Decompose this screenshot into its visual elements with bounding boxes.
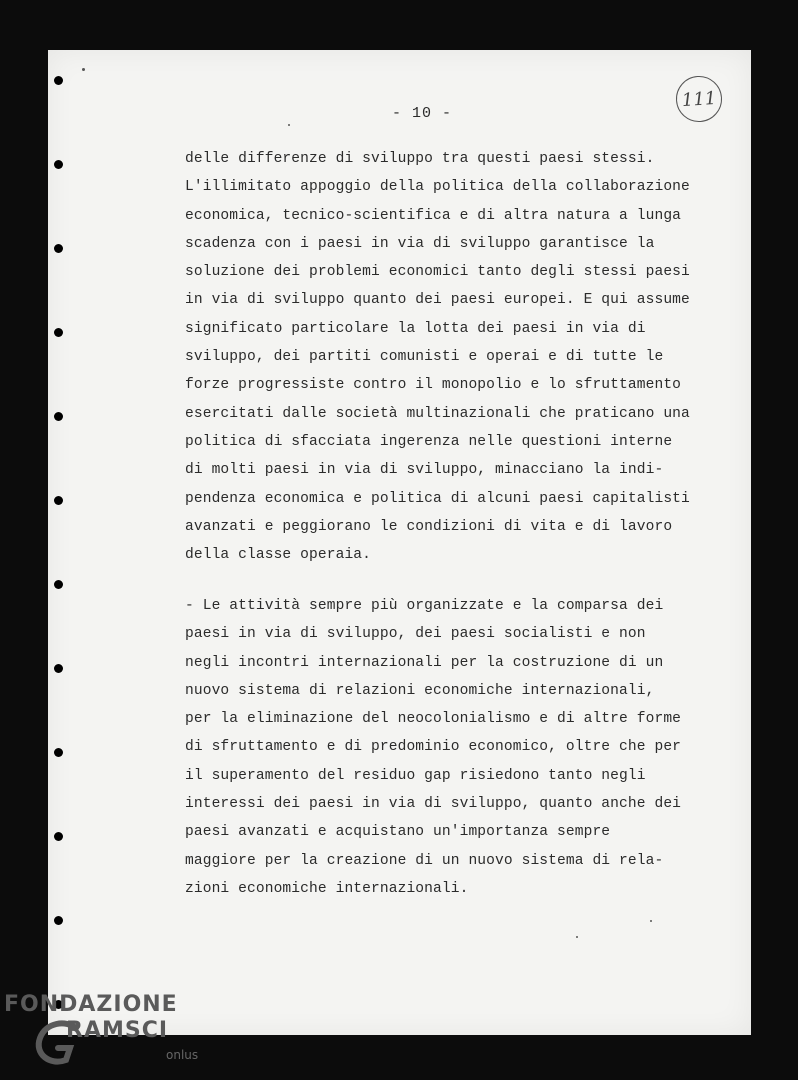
text-line: economica, tecnico-scientifica e di altra natura a lunga — [185, 207, 682, 224]
text-line: significato particolare la lotta dei paesi in via di — [185, 320, 646, 337]
text-line: il superamento del residuo gap risiedono tanto negli — [185, 767, 646, 784]
text-line: paesi avanzati e acquistano un'importanza sempre — [185, 824, 611, 841]
text-line: forze progressiste contro il monopolio e lo sfruttamento — [185, 377, 682, 394]
watermark-line-1: FONDAZIONE — [4, 992, 178, 1017]
text-line: pendenza economica e politica di alcuni paesi capitalisti — [185, 490, 690, 507]
text-line: della classe operaia. — [185, 547, 372, 564]
text-line: esercitati dalle società multinazionali che praticano una — [185, 405, 690, 422]
text-line: negli incontri internazionali per la costruzione di un — [185, 654, 664, 671]
text-line: zioni economiche internazionali. — [185, 880, 469, 897]
text-line: interessi dei paesi in via di sviluppo, quanto anche dei — [185, 796, 682, 813]
watermark-line-2: RAMSCI — [66, 1018, 169, 1043]
binder-hole — [54, 328, 63, 337]
binder-hole — [54, 496, 63, 505]
text-line: L'illimitato appoggio della politica della collaborazione — [185, 179, 690, 196]
text-line: in via di sviluppo quanto dei paesi europei. E qui assume — [185, 292, 690, 309]
text-line: di sfruttamento e di predominio economico, oltre che per — [185, 739, 682, 756]
paper-speck — [82, 68, 85, 71]
archive-page-number: 111 — [674, 74, 723, 123]
text-line: sviluppo, dei partiti comunisti e operai e di tutte le — [185, 349, 664, 366]
paper-speck — [650, 920, 652, 922]
text-line: paesi in via di sviluppo, dei paesi socialisti e non — [185, 626, 646, 643]
watermark-line-3: onlus — [166, 1048, 199, 1062]
binder-hole — [54, 916, 63, 925]
text-line: politica di sfacciata ingerenza nelle questioni interne — [185, 433, 673, 450]
binder-hole — [54, 244, 63, 253]
text-line: scadenza con i paesi in via di sviluppo garantisce la — [185, 235, 655, 252]
text-line: nuovo sistema di relazioni economiche internazionali, — [185, 682, 655, 699]
binder-hole — [54, 76, 63, 85]
paper-speck — [576, 936, 578, 938]
binder-hole — [54, 580, 63, 589]
text-line: per la eliminazione del neocolonialismo e di altre forme — [185, 711, 682, 728]
text-line: maggiore per la creazione di un nuovo sistema di rela- — [185, 852, 664, 869]
paragraph-1 — [185, 145, 705, 569]
text-line: soluzione dei problemi economici tanto degli stessi paesi — [185, 264, 690, 281]
binder-hole — [54, 412, 63, 421]
binder-hole — [54, 832, 63, 841]
binder-hole — [54, 160, 63, 169]
text-line: di molti paesi in via di sviluppo, minacciano la indi- — [185, 462, 664, 479]
page-number: - 10 - — [392, 105, 453, 122]
text-line: delle differenze di sviluppo tra questi paesi stessi. — [185, 151, 655, 167]
text-line: avanzati e peggiorano le condizioni di vita e di lavoro — [185, 518, 673, 535]
paragraph-2 — [185, 592, 705, 903]
fondazione-gramsci-watermark — [4, 992, 199, 1072]
document-page — [48, 50, 751, 1035]
binder-hole — [54, 664, 63, 673]
binder-hole — [54, 748, 63, 757]
paper-speck — [288, 124, 290, 126]
text-line: - Le attività sempre più organizzate e la comparsa dei — [185, 598, 664, 614]
